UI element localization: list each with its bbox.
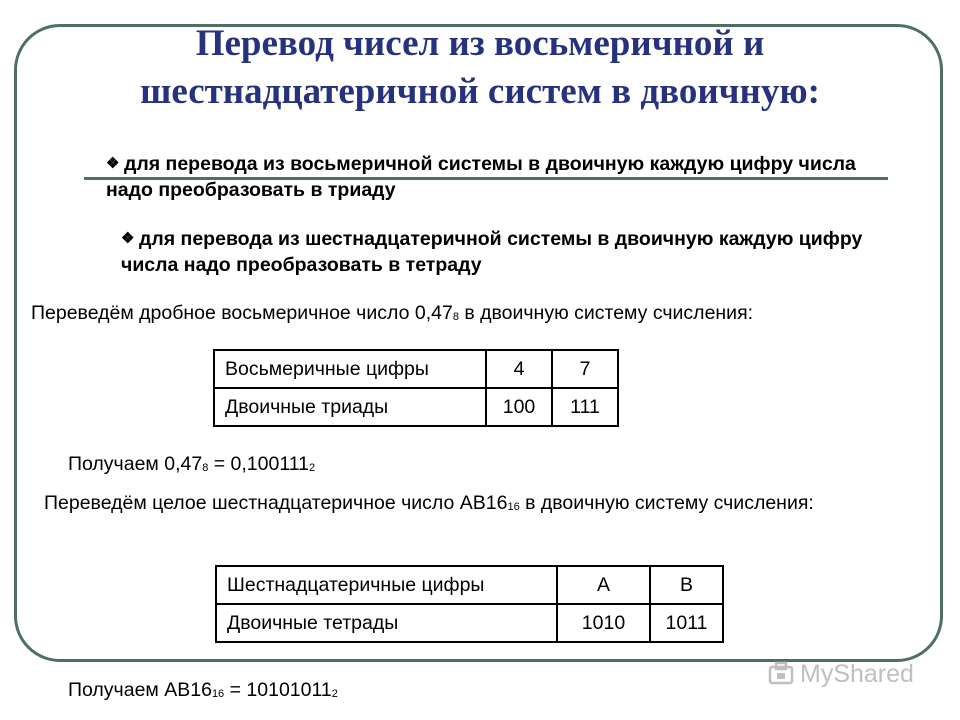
binary-base-subscript: 2 [331, 688, 338, 700]
table-cell: 4 [486, 350, 552, 388]
diamond-bullet-icon: ❖ [106, 155, 120, 172]
table-cell: 1011 [650, 604, 723, 642]
myshared-logo-icon [768, 661, 794, 687]
table-cell: Шестнадцатеричные цифры [216, 566, 557, 604]
hex-result-text: Получаем АВ16 [68, 679, 212, 701]
hex-intro-tail: в двоичную систему счисления: [519, 492, 814, 514]
hex-intro-text: Переведём целое шестнадцатеричное число АВ16 [44, 492, 508, 514]
octal-intro [31, 300, 811, 331]
table-cell: 111 [552, 388, 618, 426]
hex-intro [44, 490, 824, 521]
table-row [214, 350, 618, 388]
hex-base-subscript: 16 [507, 501, 520, 513]
table-row [216, 604, 723, 642]
bullet-text: для перевода из шестнадцатеричной системы в двоичную каждую цифру числа надо преобразовать в тетраду [121, 228, 863, 276]
title-line-2: шестнадцатеричной систем в двоичную: [140, 71, 820, 112]
slide-title [40, 20, 920, 116]
octal-intro-text: Переведём дробное восьмеричное число 0,47 [31, 302, 453, 324]
table-cell: Двоичные тетрады [216, 604, 557, 642]
hex-table [215, 565, 724, 643]
bullet-hex-rule [121, 226, 871, 278]
table-cell: Двоичные триады [214, 388, 486, 426]
hex-result [68, 677, 568, 708]
table-cell: 7 [552, 350, 618, 388]
table-cell: А [557, 566, 650, 604]
octal-base-subscript: 8 [452, 311, 459, 323]
table-row [214, 388, 618, 426]
table-row [216, 566, 723, 604]
binary-base-subscript: 2 [308, 462, 316, 474]
octal-table [213, 349, 619, 427]
table-cell: 1010 [557, 604, 650, 642]
octal-result-base: 8 [202, 462, 209, 474]
table-cell: 100 [486, 388, 552, 426]
bullet-octal-rule [106, 151, 876, 203]
octal-result-value: = 0,100111 [208, 453, 309, 475]
octal-intro-tail: в двоичную систему счисления: [458, 302, 754, 324]
diamond-bullet-icon: ❖ [121, 230, 135, 247]
table-cell: Восьмеричные цифры [214, 350, 486, 388]
octal-result [68, 451, 568, 482]
hex-result-base: 16 [211, 688, 225, 700]
octal-result-text: Получаем 0,47 [68, 453, 203, 475]
hex-result-value: = 10101011 [224, 679, 332, 701]
watermark-text: MyShared [800, 659, 914, 688]
table-cell: В [650, 566, 723, 604]
bullet-text: для перевода из восьмеричной системы в двоичную каждую цифру числа надо преобразовать в триаду [106, 153, 856, 201]
title-line-1: Перевод чисел из восьмеричной и [195, 23, 765, 64]
watermark [768, 657, 928, 691]
